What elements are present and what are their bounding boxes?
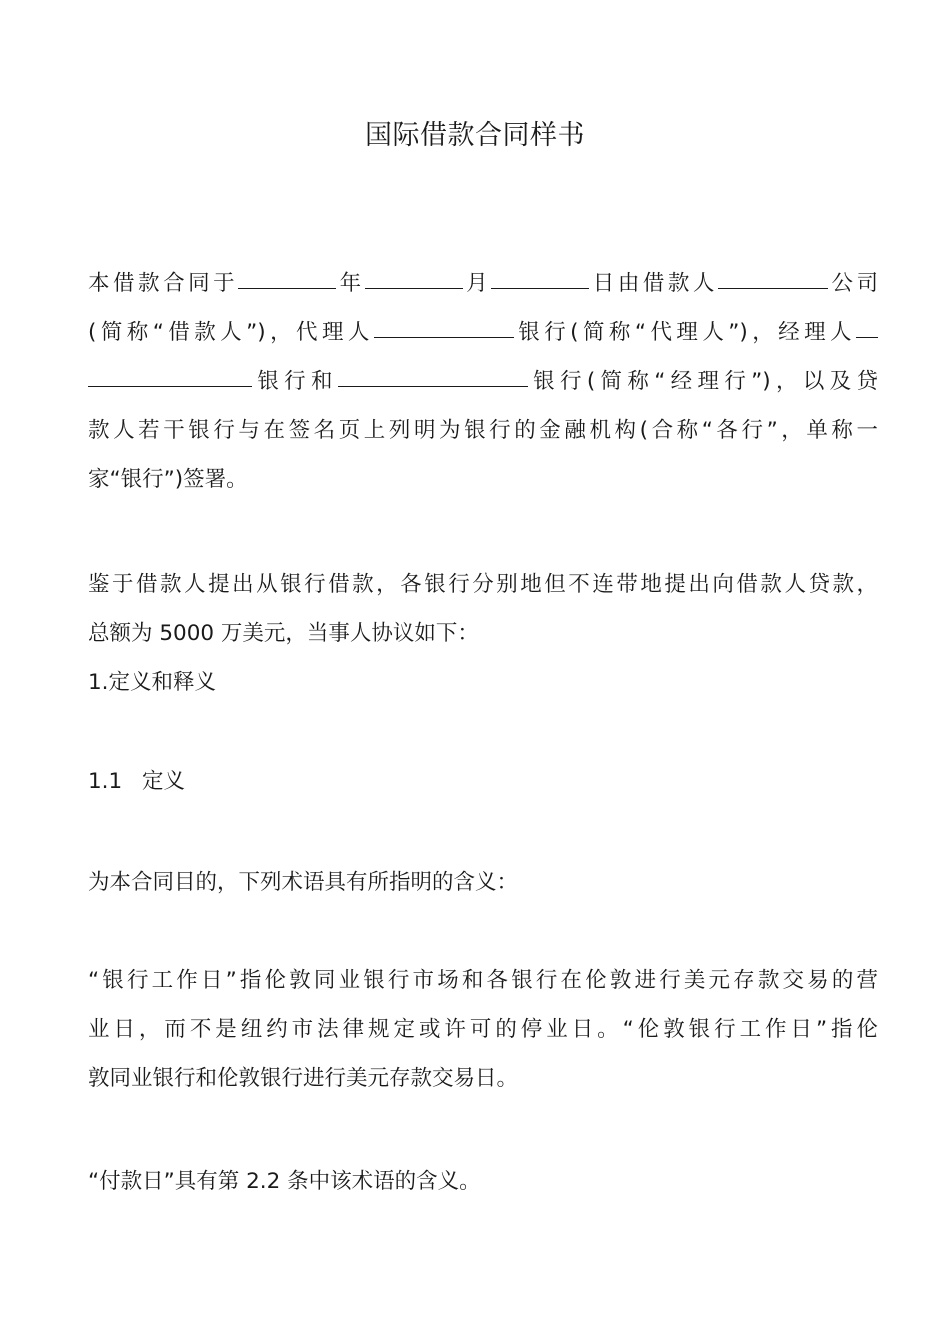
blank-year: [238, 262, 336, 289]
intro-line-1: 本借款合同于 年 月 日由借款人 公司: [88, 259, 878, 308]
blank-day: [491, 262, 589, 289]
blank-month: [365, 262, 463, 289]
blank-manager-a: [856, 311, 878, 338]
section-heading-1-1: [88, 757, 878, 806]
intro-line-4: 款人若干银行与在签名页上列明为银行的金融机构(合称“各行”，单称一: [88, 418, 878, 443]
intro-line-2: (简称“借款人”)，代理人 银行(简称“代理人”)，经理人: [88, 308, 878, 357]
definitions-intro: 为本合同目的，下列术语具有所指明的含义：: [88, 870, 519, 895]
document-title: 国际借款合同样书: [365, 120, 585, 151]
banking-day-line-3: 敦同业银行和伦敦银行进行美元存款交易日。: [88, 1066, 519, 1091]
blank-borrower: [718, 262, 828, 289]
intro-line-5: 家“银行”)签署。: [88, 467, 248, 492]
blank-manager-c: [338, 360, 528, 387]
blank-agent: [374, 311, 514, 338]
intro-paragraph: [88, 259, 878, 504]
whereas-line-2: 总额为 5000 万美元，当事人协议如下：: [88, 621, 479, 646]
section-number: 1.1: [88, 769, 123, 794]
section-label: 定义: [142, 769, 186, 794]
banking-day-line-1: “银行工作日”指伦敦同业银行市场和各银行在伦敦进行美元存款交易的营: [88, 968, 878, 993]
whereas-line-1: 鉴于借款人提出从银行借款，各银行分别地但不连带地提出向借款人贷款，: [88, 572, 878, 597]
blank-manager-b: [88, 360, 252, 387]
definition-banking-day: [88, 956, 878, 1103]
section-heading-1: 1.定义和释义: [88, 670, 217, 695]
definition-payment-day: “付款日”具有第 2.2 条中该术语的含义。: [88, 1169, 481, 1194]
whereas-paragraph: [88, 560, 878, 658]
banking-day-line-2: 业日，而不是纽约市法律规定或许可的停业日。“伦敦银行工作日”指伦: [88, 1017, 878, 1042]
intro-line-3: 银行和 银行(简称“经理行”)，以及贷: [88, 357, 878, 406]
